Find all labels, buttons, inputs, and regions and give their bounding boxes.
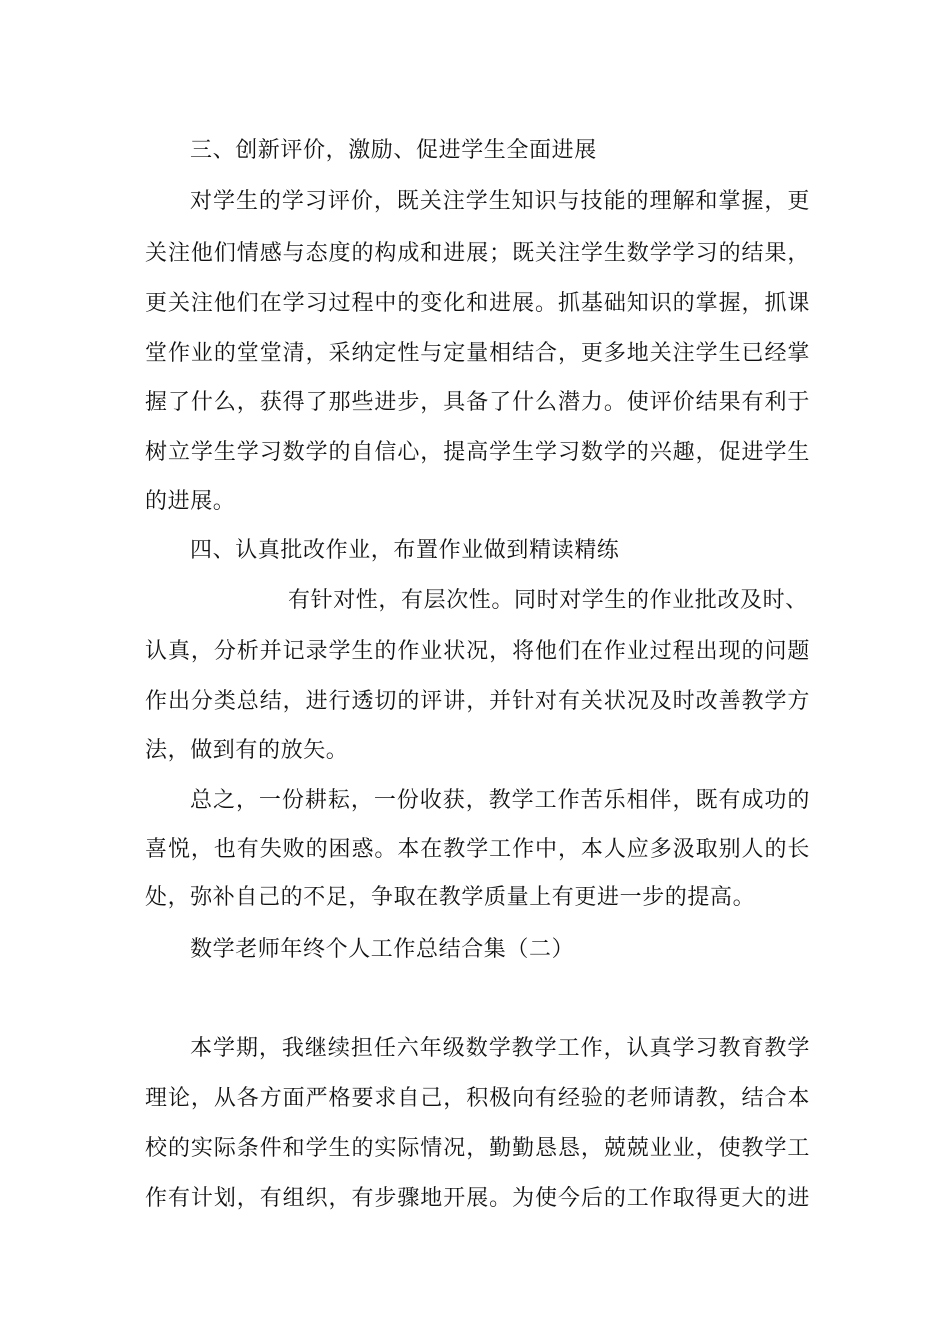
section-title-part-two: 数学老师年终个人工作总结合集（二） [190, 937, 575, 962]
heading-innovate-evaluation: 三、创新评价，激励、促进学生全面进展 [190, 138, 597, 163]
paragraph-line: 作有计划，有组织，有步骤地开展。为使今后的工作取得更大的进 [145, 1186, 810, 1211]
paragraph-line: 法，做到有的放矢。 [145, 738, 349, 763]
paragraph-line: 认真，分析并记录学生的作业状况，将他们在作业过程出现的问题 [145, 639, 810, 664]
heading-homework-correction: 四、认真批改作业，布置作业做到精读精练 [190, 538, 620, 563]
paragraph-line: 本学期，我继续担任六年级数学教学工作，认真学习教育教学 [190, 1036, 810, 1061]
paragraph-line: 喜悦，也有失败的困惑。本在教学工作中，本人应多汲取别人的长 [145, 837, 810, 862]
paragraph-line: 理论，从各方面严格要求自己，积极向有经验的老师请教，结合本 [145, 1086, 810, 1111]
paragraph-line: 校的实际条件和学生的实际情况，勤勤恳恳，兢兢业业，使教学工 [145, 1136, 810, 1161]
paragraph-line: 树立学生学习数学的自信心，提高学生学习数学的兴趣，促进学生 [145, 440, 810, 465]
paragraph-line: 对学生的学习评价，既关注学生知识与技能的理解和掌握，更 [190, 189, 810, 214]
paragraph-line: 的进展。 [145, 489, 236, 514]
paragraph-line: 握了什么，获得了那些进步，具备了什么潜力。使评价结果有利于 [145, 390, 810, 415]
paragraph-line: 作出分类总结，进行透切的评讲，并针对有关状况及时改善教学方 [145, 689, 810, 714]
paragraph-line: 总之，一份耕耘，一份收获，教学工作苦乐相伴，既有成功的 [190, 788, 810, 813]
paragraph-line: 有针对性，有层次性。同时对学生的作业批改及时、 [288, 588, 808, 613]
paragraph-line: 更关注他们在学习过程中的变化和进展。抓基础知识的掌握，抓课 [145, 291, 810, 316]
paragraph-line: 堂作业的堂堂清，采纳定性与定量相结合，更多地关注学生已经掌 [145, 341, 810, 366]
paragraph-line: 处，弥补自己的不足，争取在教学质量上有更进一步的提高。 [145, 885, 756, 910]
paragraph-line: 关注他们情感与态度的构成和进展；既关注学生数学学习的结果， [145, 241, 810, 266]
